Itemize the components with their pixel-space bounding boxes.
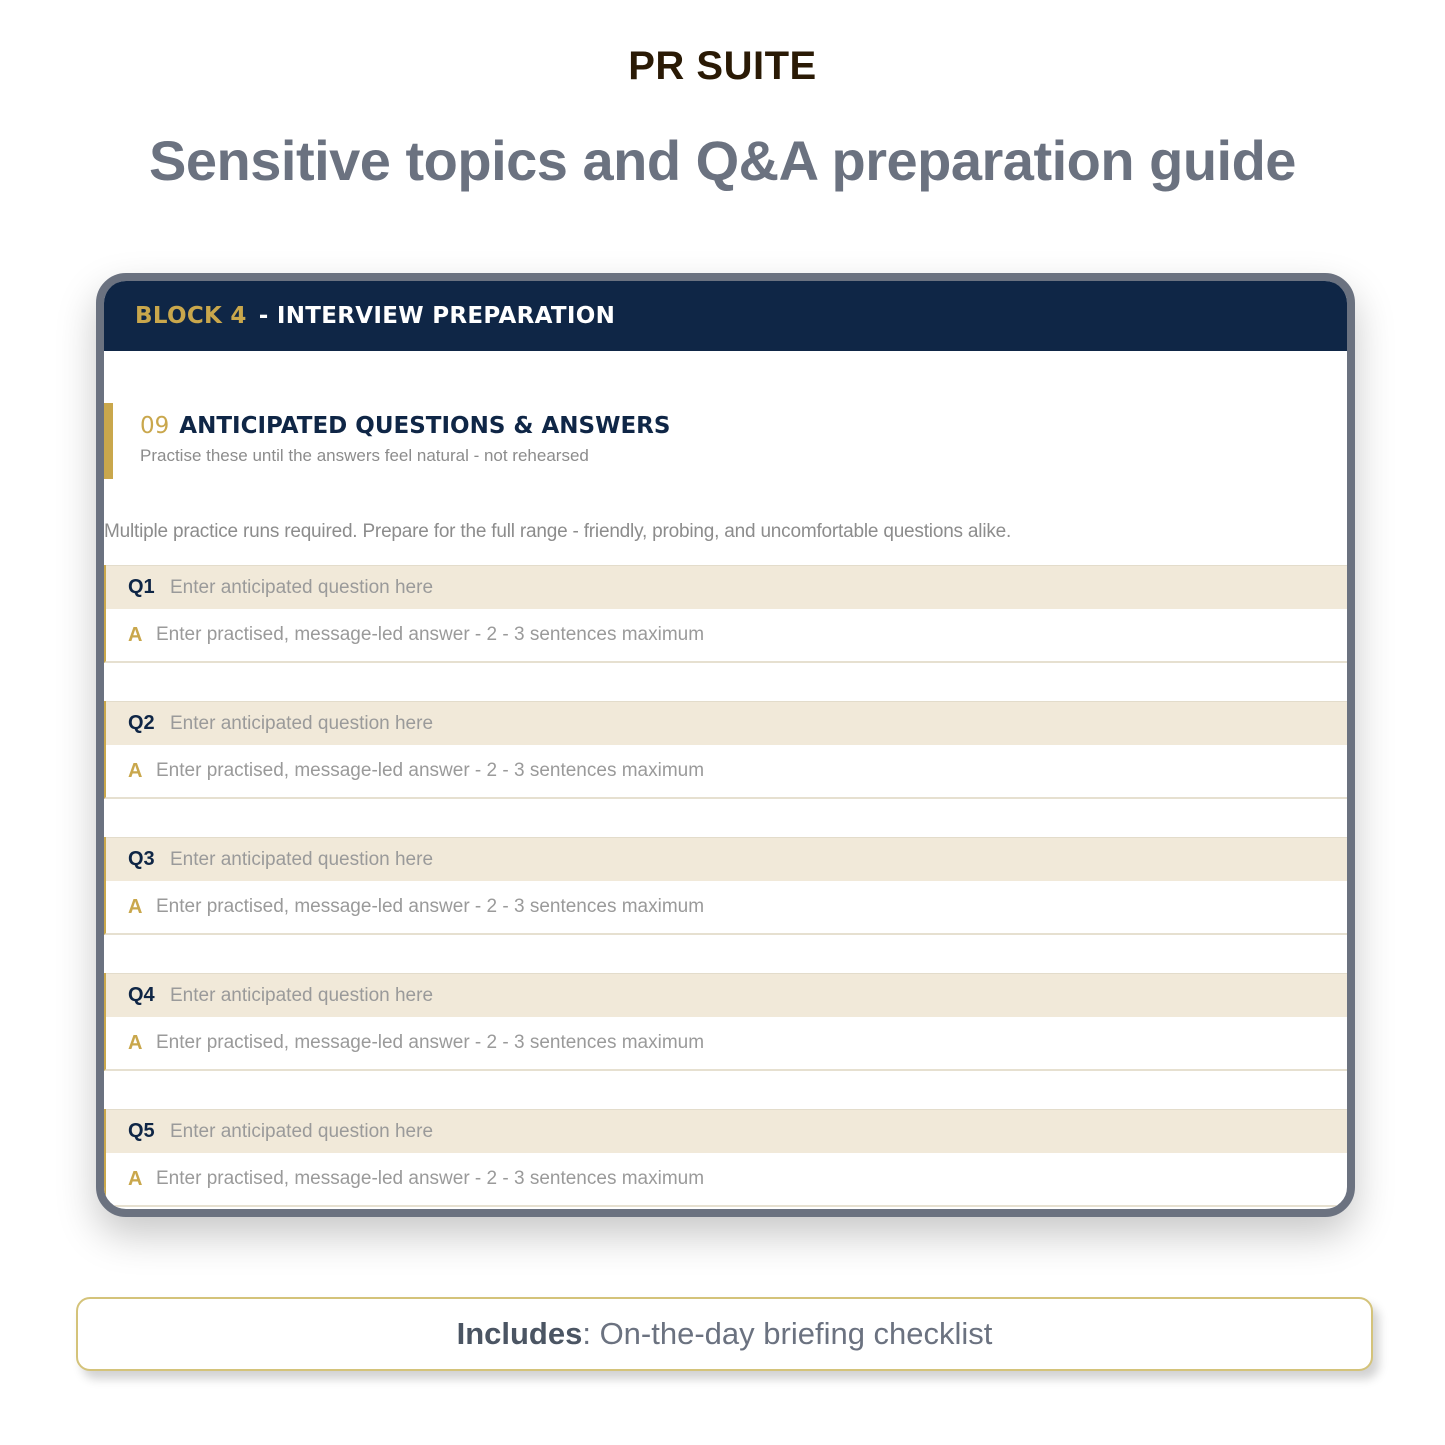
- question-label: Q2: [128, 712, 155, 734]
- question-label: Q3: [128, 848, 155, 870]
- question-label: Q1: [128, 576, 155, 598]
- section-number: 09: [140, 413, 170, 439]
- document-preview-frame: [96, 273, 1355, 1217]
- answer-label: A: [128, 895, 143, 918]
- brand-title: PR SUITE: [628, 44, 817, 88]
- page-headline: Sensitive topics and Q&A preparation guide: [149, 129, 1296, 192]
- question-row: [106, 701, 1347, 745]
- answer-label: A: [128, 1031, 143, 1054]
- question-label: Q4: [128, 984, 155, 1006]
- includes-banner: [76, 1297, 1373, 1371]
- question-input[interactable]: [170, 849, 1070, 871]
- includes-label: Includes: [456, 1316, 583, 1351]
- answer-row: [106, 609, 1347, 661]
- qa-item: [104, 837, 1347, 935]
- answer-label: A: [128, 1167, 143, 1190]
- block-number: BLOCK 4: [135, 303, 247, 329]
- answer-input[interactable]: [156, 760, 1056, 782]
- answer-input[interactable]: [156, 1032, 1056, 1054]
- answer-label: A: [128, 759, 143, 782]
- qa-item: [104, 1109, 1347, 1207]
- question-input[interactable]: [170, 577, 1070, 599]
- section-heading: [104, 403, 1347, 479]
- qa-item: [104, 701, 1347, 799]
- qa-item: [104, 973, 1347, 1071]
- question-input[interactable]: [170, 1121, 1070, 1143]
- question-row: [106, 837, 1347, 881]
- answer-input[interactable]: [156, 1168, 1056, 1190]
- question-row: [106, 1109, 1347, 1153]
- answer-label: A: [128, 623, 143, 646]
- answer-input[interactable]: [156, 624, 1056, 646]
- question-input[interactable]: [170, 985, 1070, 1007]
- answer-input[interactable]: [156, 896, 1056, 918]
- answer-row: [106, 881, 1347, 933]
- qa-item: [104, 565, 1347, 663]
- question-row: [106, 565, 1347, 609]
- includes-text: : On-the-day briefing checklist: [582, 1316, 993, 1351]
- answer-row: [106, 1017, 1347, 1069]
- section-title: ANTICIPATED QUESTIONS & ANSWERS: [179, 413, 671, 439]
- question-label: Q5: [128, 1120, 155, 1142]
- section-subtitle: Practise these until the answers feel natural - not rehearsed: [140, 446, 589, 465]
- block-title: - INTERVIEW PREPARATION: [258, 303, 616, 329]
- section-intro: Multiple practice runs required. Prepare for the full range - friendly, probing, and uncomfortable questions alike.: [104, 521, 1012, 542]
- answer-row: [106, 1153, 1347, 1205]
- qa-list: [104, 565, 1347, 1207]
- question-row: [106, 973, 1347, 1017]
- block-header: [104, 281, 1347, 351]
- question-input[interactable]: [170, 713, 1070, 735]
- answer-row: [106, 745, 1347, 797]
